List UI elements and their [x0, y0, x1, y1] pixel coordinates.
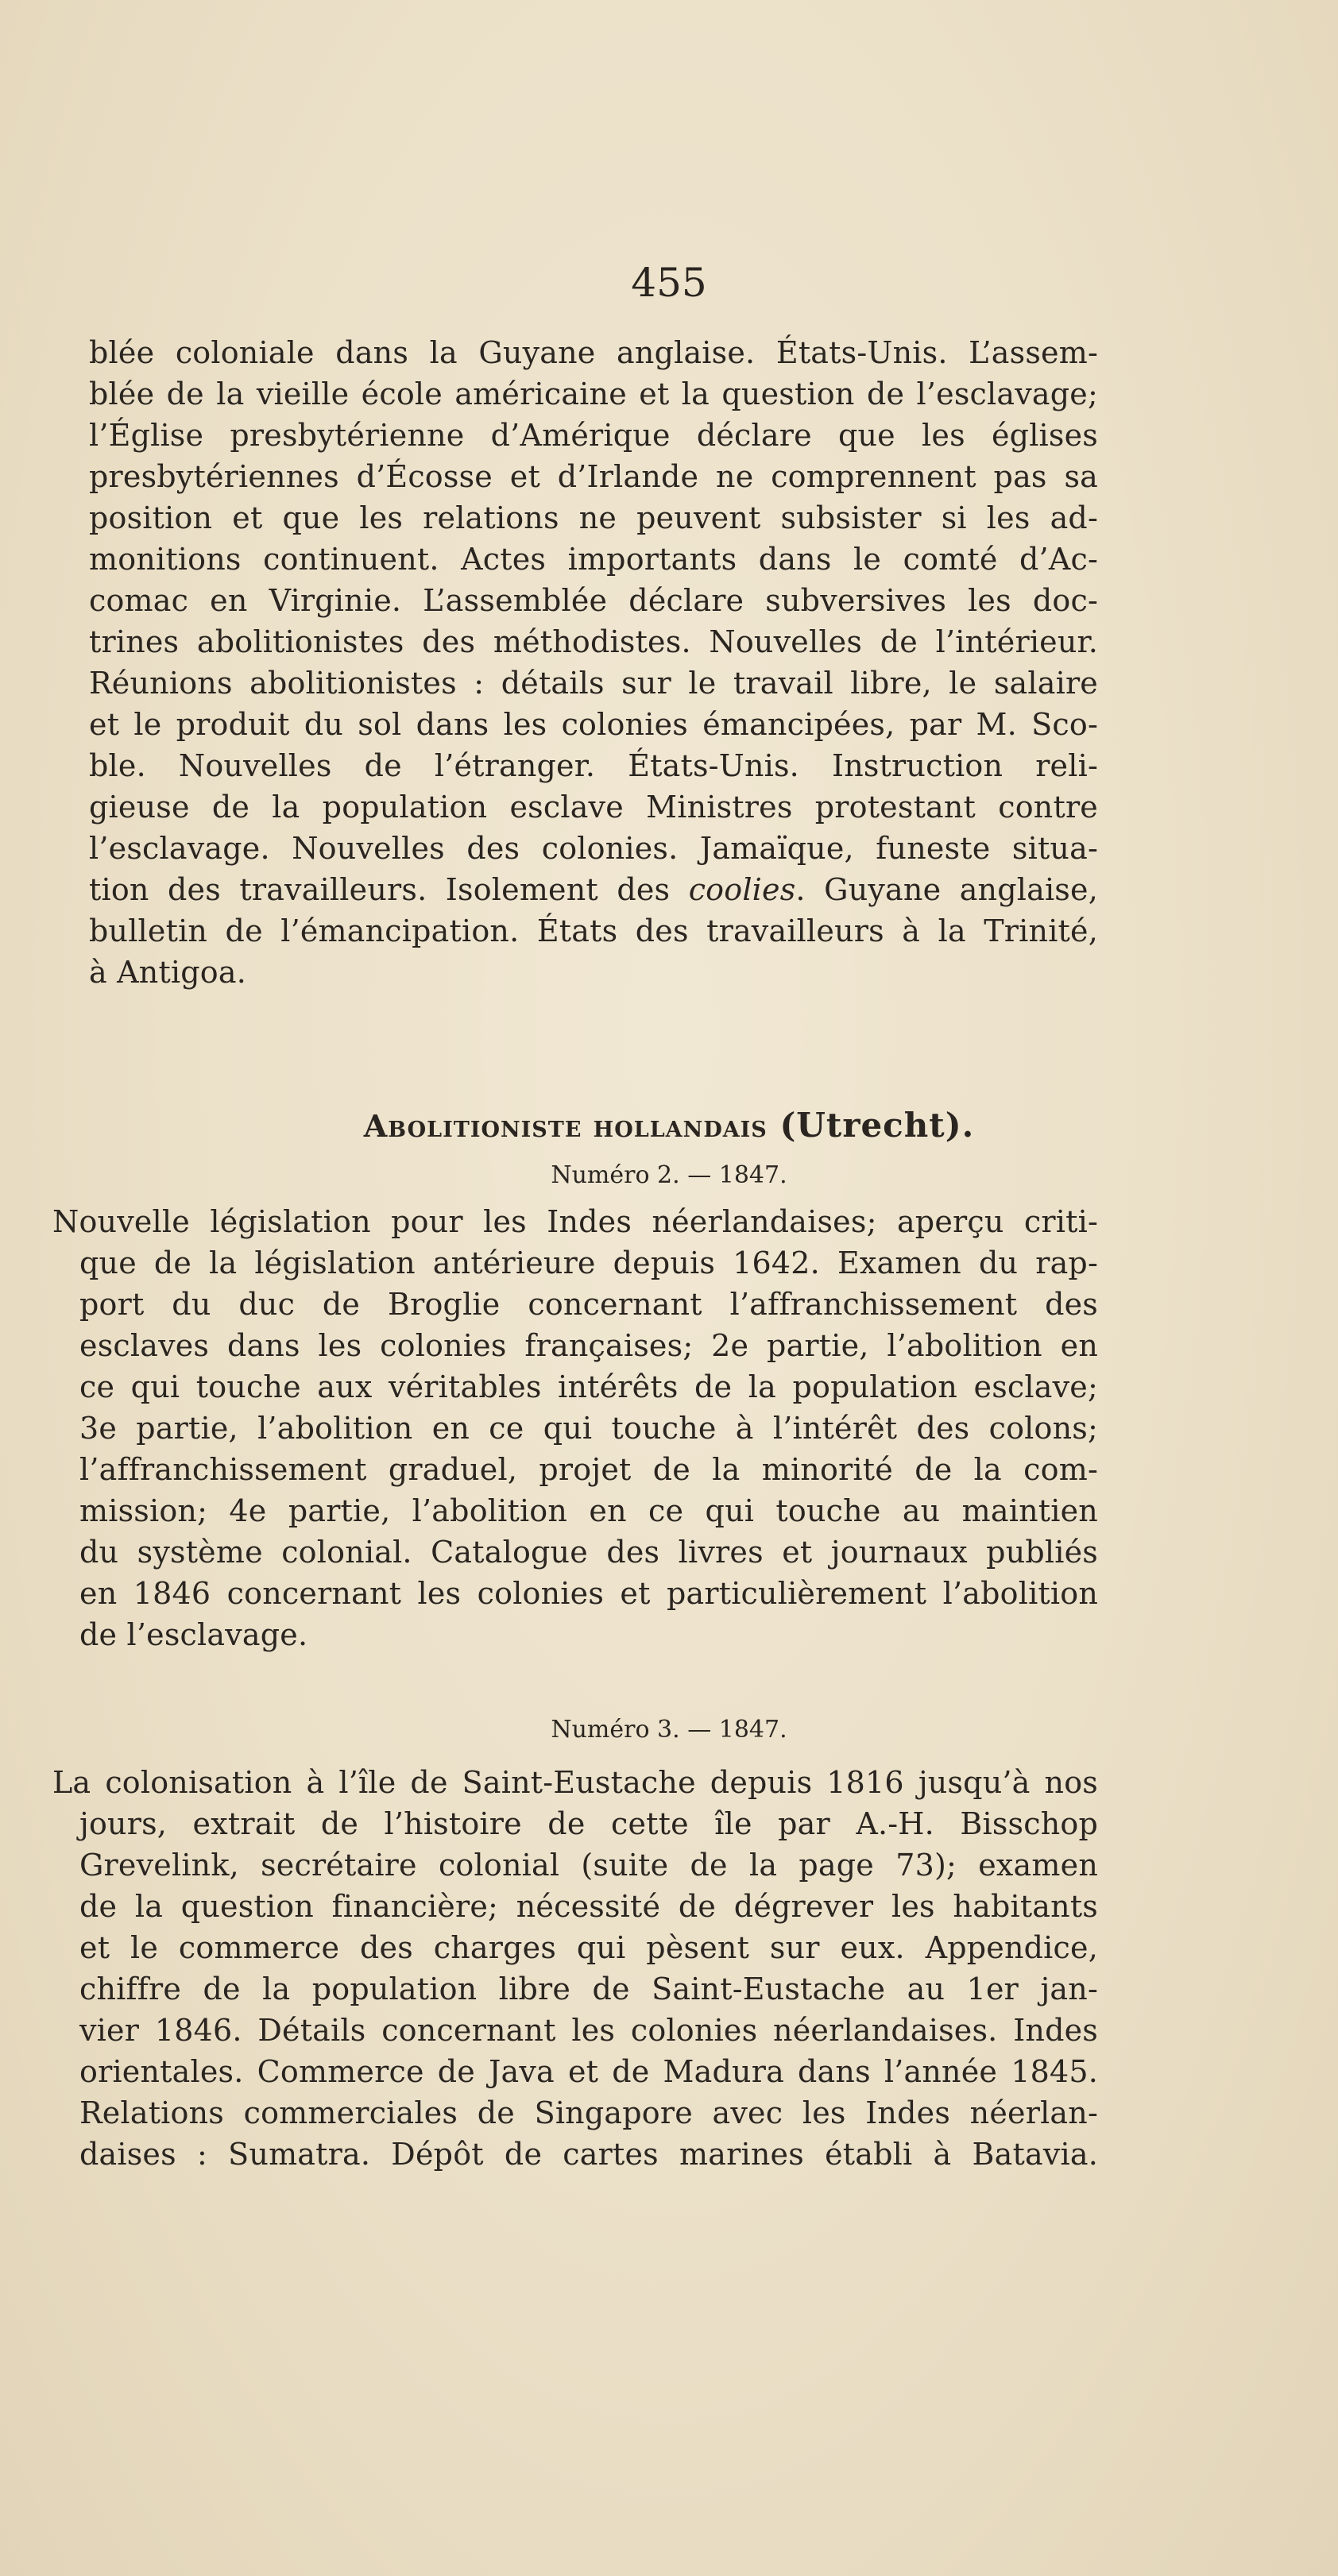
- text-line: La colonisation à l’île de Saint-Eustache depuis 1816 jusqu’à nos: [52, 1765, 1098, 1800]
- text-line: Nouvelle législation pour les Indes néerlandaises; aperçu criti-: [52, 1204, 1098, 1239]
- heading-title: Abolitioniste hollandais: [363, 1108, 768, 1144]
- text-line: daises : Sumatra. Dépôt de cartes marines établi à Batavia.: [79, 2137, 1098, 2172]
- text-line: 3e partie, l’abolition en ce qui touche à l’intérêt des colons;: [79, 1411, 1098, 1446]
- text-line: bulletin de l’émancipation. États des travailleurs à la Trinité,: [89, 913, 1098, 948]
- text-line: gieuse de la population esclave Ministres protestant contre: [89, 790, 1098, 825]
- page-number: 455: [631, 260, 707, 306]
- text-line: Grevelink, secrétaire colonial (suite de la page 73); examen: [79, 1848, 1098, 1883]
- heading-location: (Utrecht).: [779, 1106, 975, 1145]
- text-line: blée de la vieille école américaine et la question de l’esclavage;: [89, 377, 1098, 411]
- text-line: l’Église presbytérienne d’Amérique déclare que les églises: [89, 418, 1098, 453]
- text-line: chiffre de la population libre de Saint-Eustache au 1er jan-: [79, 1972, 1098, 2006]
- text-line: en 1846 concernant les colonies et particulièrement l’abolition: [79, 1576, 1098, 1611]
- text-line: blée coloniale dans la Guyane anglaise. États-Unis. L’assem-: [89, 335, 1098, 370]
- text-line: mission; 4e partie, l’abolition en ce qui touche au maintien: [79, 1493, 1098, 1528]
- text-line: presbytériennes d’Écosse et d’Irlande ne comprennent pas sa: [89, 459, 1098, 494]
- issue-number: Numéro 2. — 1847.: [551, 1161, 787, 1189]
- text-line: l’affranchissement graduel, projet de la minorité de la com-: [79, 1452, 1098, 1487]
- text-line: [89, 869, 1098, 910]
- text-line: trines abolitionistes des méthodistes. Nouvelles de l’intérieur.: [89, 624, 1098, 659]
- text-segment: tion des travailleurs. Isolement des: [89, 872, 689, 907]
- section-heading: [0, 1103, 1338, 1149]
- text-line: esclaves dans les colonies françaises; 2e partie, l’abolition en: [79, 1328, 1098, 1363]
- text-line: port du duc de Broglie concernant l’affranchissement des: [79, 1287, 1098, 1322]
- text-line: vier 1846. Détails concernant les colonies néerlandaises. Indes: [79, 2013, 1098, 2048]
- text-line: position et que les relations ne peuvent subsister si les ad-: [89, 500, 1098, 535]
- text-segment: . Guyane anglaise,: [795, 872, 1098, 907]
- text-line: du système colonial. Catalogue des livres et journaux publiés: [79, 1535, 1098, 1570]
- paragraph-numero-2: [52, 1201, 1098, 1655]
- text-line: à Antigoa.: [89, 955, 247, 990]
- text-line: jours, extrait de l’histoire de cette île par A.-H. Bisschop: [79, 1806, 1098, 1841]
- text-line: que de la législation antérieure depuis 1642. Examen du rap-: [79, 1246, 1098, 1280]
- text-line: Réunions abolitionistes : détails sur le travail libre, le salaire: [89, 666, 1098, 701]
- paragraph-numero-3: [52, 1762, 1098, 2175]
- text-line: ble. Nouvelles de l’étranger. États-Unis. Instruction reli-: [89, 748, 1098, 783]
- text-line: comac en Virginie. L’assemblée déclare subversives les doc-: [89, 583, 1098, 618]
- text-line: orientales. Commerce de Java et de Madura dans l’année 1845.: [79, 2054, 1098, 2089]
- italic-word: coolies: [688, 872, 796, 907]
- text-line: et le commerce des charges qui pèsent sur eux. Appendice,: [79, 1930, 1098, 1965]
- paragraph-continued: [89, 332, 1098, 993]
- text-line: de l’esclavage.: [79, 1617, 308, 1652]
- text-line: et le produit du sol dans les colonies émancipées, par M. Sco-: [89, 707, 1098, 742]
- text-line: monitions continuent. Actes importants dans le comté d’Ac-: [89, 542, 1098, 577]
- text-line: l’esclavage. Nouvelles des colonies. Jamaïque, funeste situa-: [89, 831, 1098, 866]
- text-line: ce qui touche aux véritables intérêts de la population esclave;: [79, 1369, 1098, 1404]
- text-line: de la question financière; nécessité de dégrever les habitants: [79, 1889, 1098, 1924]
- issue-number: Numéro 3. — 1847.: [551, 1716, 787, 1744]
- text-line: Relations commerciales de Singapore avec les Indes néerlan-: [79, 2095, 1098, 2130]
